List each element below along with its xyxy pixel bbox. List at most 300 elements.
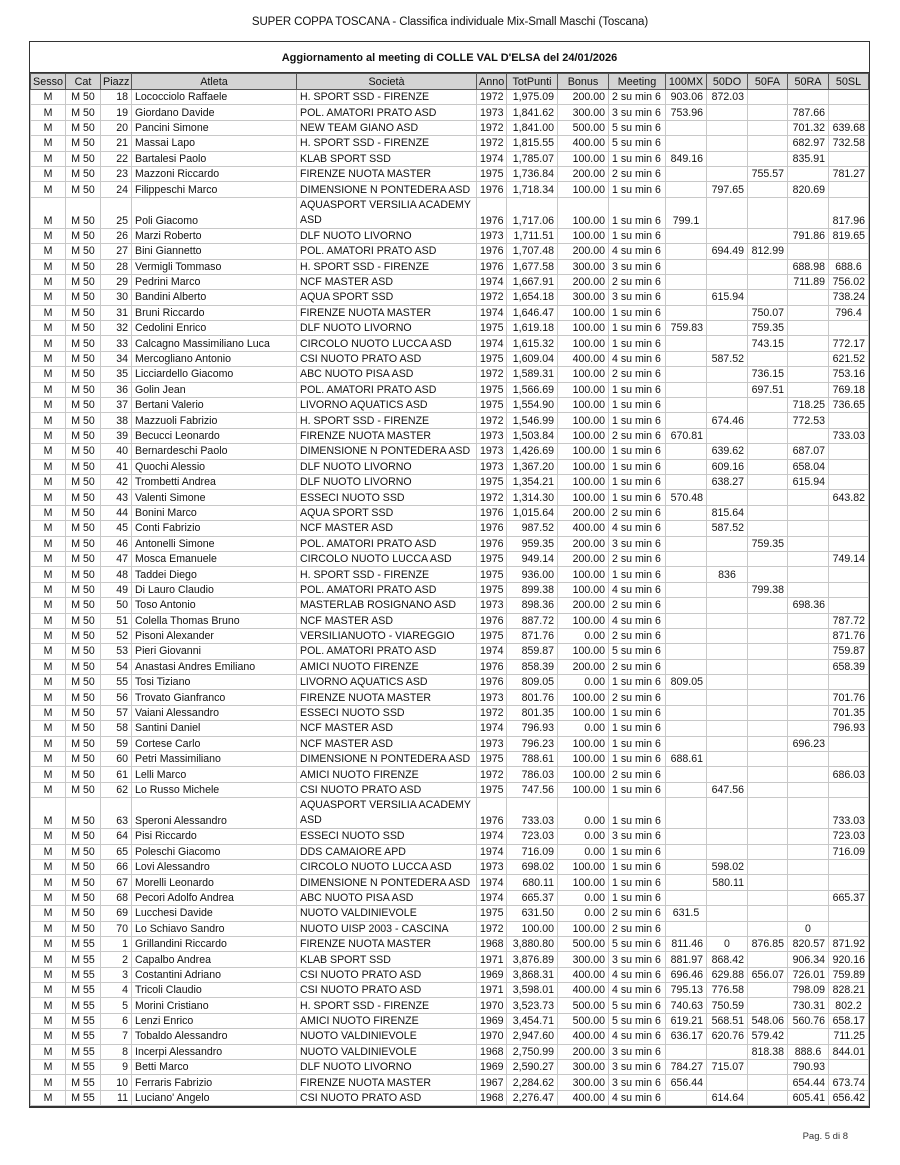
cell-100mx [666, 444, 707, 459]
table-row [31, 274, 869, 289]
cell-meeting: 5 su min 6 [609, 998, 666, 1013]
cell-50ra: 687.07 [788, 444, 829, 459]
cell-50sl: 787.72 [829, 613, 869, 628]
cell-cat: M 50 [66, 521, 101, 536]
cell-50fa [748, 844, 788, 859]
cell-50sl: 643.82 [829, 490, 869, 505]
cell-50do [707, 798, 748, 829]
cell-cat: M 50 [66, 228, 101, 243]
cell-50fa [748, 875, 788, 890]
cell-societa: CSI NUOTO PRATO ASD [297, 967, 477, 982]
cell-50fa [748, 798, 788, 829]
cell-piazz: 61 [101, 767, 132, 782]
cell-societa: NCF MASTER ASD [297, 274, 477, 289]
cell-societa: NUOTO VALDINIEVOLE [297, 1044, 477, 1059]
cell-totpunti: 665.37 [507, 890, 558, 905]
cell-meeting: 1 su min 6 [609, 844, 666, 859]
cell-bonus: 300.00 [558, 1060, 609, 1075]
cell-sesso: M [31, 351, 66, 366]
cell-100mx [666, 659, 707, 674]
cell-totpunti: 1,841.62 [507, 105, 558, 120]
cell-meeting: 1 su min 6 [609, 736, 666, 751]
cell-atleta: Calcagno Massimiliano Luca [132, 336, 297, 351]
cell-sesso: M [31, 428, 66, 443]
cell-50ra [788, 428, 829, 443]
cell-50ra [788, 906, 829, 921]
table-row [31, 290, 869, 305]
table-row [31, 551, 869, 566]
cell-societa: POL. AMATORI PRATO ASD [297, 105, 477, 120]
cell-100mx [666, 1044, 707, 1059]
cell-50sl [829, 182, 869, 197]
cell-50ra [788, 721, 829, 736]
cell-anno: 1974 [477, 305, 507, 320]
cell-sesso: M [31, 1090, 66, 1105]
cell-50sl [829, 782, 869, 797]
cell-50sl [829, 90, 869, 105]
table-row [31, 705, 869, 720]
cell-50ra: 0 [788, 921, 829, 936]
cell-atleta: Pedrini Marco [132, 274, 297, 289]
cell-atleta: Colella Thomas Bruno [132, 613, 297, 628]
cell-totpunti: 796.93 [507, 721, 558, 736]
cell-50fa [748, 782, 788, 797]
cell-50do [707, 151, 748, 166]
cell-cat: M 50 [66, 536, 101, 551]
cell-meeting: 4 su min 6 [609, 521, 666, 536]
cell-anno: 1975 [477, 628, 507, 643]
cell-anno: 1976 [477, 259, 507, 274]
cell-bonus: 200.00 [558, 90, 609, 105]
cell-50ra: 688.98 [788, 259, 829, 274]
table-row [31, 644, 869, 659]
cell-bonus: 300.00 [558, 259, 609, 274]
cell-50do [707, 336, 748, 351]
cell-bonus: 0.00 [558, 906, 609, 921]
cell-totpunti: 3,880.80 [507, 936, 558, 951]
cell-piazz: 3 [101, 967, 132, 982]
cell-atleta: Bruni Riccardo [132, 305, 297, 320]
cell-sesso: M [31, 1075, 66, 1090]
cell-piazz: 50 [101, 598, 132, 613]
table-row [31, 798, 869, 829]
cell-bonus: 100.00 [558, 459, 609, 474]
cell-atleta: Mosca Emanuele [132, 551, 297, 566]
column-header-100mx: 100MX [666, 74, 707, 90]
table-row [31, 983, 869, 998]
cell-cat: M 55 [66, 1090, 101, 1105]
cell-sesso: M [31, 1013, 66, 1028]
cell-50do: 620.76 [707, 1029, 748, 1044]
cell-anno: 1970 [477, 1029, 507, 1044]
table-row [31, 598, 869, 613]
table-row [31, 675, 869, 690]
cell-anno: 1968 [477, 1090, 507, 1105]
cell-meeting: 5 su min 6 [609, 136, 666, 151]
cell-totpunti: 1,546.99 [507, 413, 558, 428]
cell-atleta: Grillandini Riccardo [132, 936, 297, 951]
cell-cat: M 55 [66, 936, 101, 951]
column-header-piazz: Piazz [101, 74, 132, 90]
cell-bonus: 400.00 [558, 967, 609, 982]
cell-50do: 615.94 [707, 290, 748, 305]
table-row [31, 582, 869, 597]
cell-50fa: 736.15 [748, 367, 788, 382]
cell-anno: 1975 [477, 398, 507, 413]
cell-50fa [748, 428, 788, 443]
cell-100mx [666, 521, 707, 536]
table-row [31, 567, 869, 582]
cell-bonus: 0.00 [558, 890, 609, 905]
cell-50ra: 698.36 [788, 598, 829, 613]
cell-50fa [748, 567, 788, 582]
cell-sesso: M [31, 859, 66, 874]
cell-atleta: Incerpi Alessandro [132, 1044, 297, 1059]
cell-50do [707, 305, 748, 320]
cell-50ra: 790.93 [788, 1060, 829, 1075]
cell-50sl: 828.21 [829, 983, 869, 998]
cell-50fa [748, 274, 788, 289]
cell-anno: 1970 [477, 998, 507, 1013]
cell-bonus: 100.00 [558, 474, 609, 489]
cell-50ra [788, 321, 829, 336]
cell-50sl: 673.74 [829, 1075, 869, 1090]
cell-piazz: 32 [101, 321, 132, 336]
cell-50ra [788, 705, 829, 720]
cell-anno: 1975 [477, 906, 507, 921]
cell-50sl: 759.87 [829, 644, 869, 659]
cell-cat: M 50 [66, 829, 101, 844]
cell-totpunti: 3,598.01 [507, 983, 558, 998]
cell-cat: M 50 [66, 798, 101, 829]
cell-50do [707, 582, 748, 597]
cell-anno: 1971 [477, 983, 507, 998]
cell-atleta: Santini Daniel [132, 721, 297, 736]
cell-sesso: M [31, 906, 66, 921]
cell-societa: AQUASPORT VERSILIA ACADEMY ASD [297, 197, 477, 228]
cell-anno: 1976 [477, 675, 507, 690]
cell-50fa [748, 351, 788, 366]
cell-totpunti: 680.11 [507, 875, 558, 890]
cell-societa: ESSECI NUOTO SSD [297, 705, 477, 720]
cell-meeting: 2 su min 6 [609, 90, 666, 105]
cell-meeting: 1 su min 6 [609, 336, 666, 351]
cell-atleta: Antonelli Simone [132, 536, 297, 551]
cell-sesso: M [31, 105, 66, 120]
cell-societa: H. SPORT SSD - FIRENZE [297, 136, 477, 151]
column-header-cat: Cat [66, 74, 101, 90]
cell-piazz: 46 [101, 536, 132, 551]
cell-sesso: M [31, 490, 66, 505]
cell-piazz: 45 [101, 521, 132, 536]
cell-50ra [788, 166, 829, 181]
column-header-totpunti: TotPunti [507, 74, 558, 90]
cell-50do [707, 1044, 748, 1059]
cell-piazz: 20 [101, 120, 132, 135]
cell-atleta: Capalbo Andrea [132, 952, 297, 967]
cell-meeting: 2 su min 6 [609, 906, 666, 921]
cell-50do [707, 752, 748, 767]
cell-50ra [788, 690, 829, 705]
cell-meeting: 4 su min 6 [609, 244, 666, 259]
cell-100mx: 670.81 [666, 428, 707, 443]
cell-50fa [748, 197, 788, 228]
table-row [31, 336, 869, 351]
cell-societa: CIRCOLO NUOTO LUCCA ASD [297, 551, 477, 566]
cell-50ra: 701.32 [788, 120, 829, 135]
cell-societa: AQUA SPORT SSD [297, 505, 477, 520]
cell-atleta: Lenzi Enrico [132, 1013, 297, 1028]
table-row [31, 136, 869, 151]
cell-sesso: M [31, 582, 66, 597]
cell-sesso: M [31, 767, 66, 782]
cell-totpunti: 1,707.48 [507, 244, 558, 259]
cell-totpunti: 1,815.55 [507, 136, 558, 151]
cell-50ra [788, 798, 829, 829]
cell-piazz: 59 [101, 736, 132, 751]
cell-sesso: M [31, 782, 66, 797]
cell-anno: 1974 [477, 890, 507, 905]
cell-50do [707, 705, 748, 720]
cell-piazz: 48 [101, 567, 132, 582]
cell-sesso: M [31, 675, 66, 690]
cell-sesso: M [31, 567, 66, 582]
cell-50fa [748, 721, 788, 736]
cell-atleta: Valenti Simone [132, 490, 297, 505]
table-row [31, 413, 869, 428]
cell-piazz: 23 [101, 166, 132, 181]
cell-atleta: Betti Marco [132, 1060, 297, 1075]
cell-anno: 1972 [477, 367, 507, 382]
cell-piazz: 42 [101, 474, 132, 489]
cell-anno: 1975 [477, 752, 507, 767]
cell-atleta: Conti Fabrizio [132, 521, 297, 536]
cell-50sl: 769.18 [829, 382, 869, 397]
cell-sesso: M [31, 151, 66, 166]
cell-50fa [748, 705, 788, 720]
cell-bonus: 400.00 [558, 521, 609, 536]
cell-meeting: 2 su min 6 [609, 659, 666, 674]
cell-sesso: M [31, 1029, 66, 1044]
cell-sesso: M [31, 844, 66, 859]
cell-atleta: Massai Lapo [132, 136, 297, 151]
cell-bonus: 100.00 [558, 321, 609, 336]
cell-meeting: 2 su min 6 [609, 367, 666, 382]
cell-50do: 815.64 [707, 505, 748, 520]
cell-50fa [748, 859, 788, 874]
cell-cat: M 50 [66, 567, 101, 582]
cell-50do [707, 829, 748, 844]
cell-cat: M 50 [66, 705, 101, 720]
cell-50sl: 871.76 [829, 628, 869, 643]
cell-50fa: 759.35 [748, 536, 788, 551]
cell-atleta: Bernardeschi Paolo [132, 444, 297, 459]
cell-societa: ESSECI NUOTO SSD [297, 829, 477, 844]
cell-50sl: 716.09 [829, 844, 869, 859]
cell-atleta: Pisoni Alexander [132, 628, 297, 643]
cell-meeting: 2 su min 6 [609, 166, 666, 181]
cell-totpunti: 1,554.90 [507, 398, 558, 413]
table-row [31, 444, 869, 459]
cell-sesso: M [31, 890, 66, 905]
cell-50sl: 759.89 [829, 967, 869, 982]
cell-cat: M 50 [66, 120, 101, 135]
cell-societa: AMICI NUOTO FIRENZE [297, 1013, 477, 1028]
cell-cat: M 50 [66, 675, 101, 690]
cell-societa: CSI NUOTO PRATO ASD [297, 983, 477, 998]
cell-meeting: 4 su min 6 [609, 983, 666, 998]
cell-piazz: 1 [101, 936, 132, 951]
cell-bonus: 0.00 [558, 675, 609, 690]
cell-50do: 568.51 [707, 1013, 748, 1028]
cell-atleta: Bandini Alberto [132, 290, 297, 305]
table-row [31, 767, 869, 782]
cell-societa: H. SPORT SSD - FIRENZE [297, 998, 477, 1013]
cell-50ra [788, 290, 829, 305]
cell-bonus: 200.00 [558, 274, 609, 289]
cell-cat: M 50 [66, 721, 101, 736]
cell-50do [707, 398, 748, 413]
cell-100mx [666, 721, 707, 736]
cell-societa: CSI NUOTO PRATO ASD [297, 351, 477, 366]
cell-50sl [829, 582, 869, 597]
cell-cat: M 55 [66, 1060, 101, 1075]
cell-50fa: 759.35 [748, 321, 788, 336]
cell-50fa [748, 675, 788, 690]
cell-sesso: M [31, 136, 66, 151]
cell-bonus: 400.00 [558, 351, 609, 366]
cell-totpunti: 3,523.73 [507, 998, 558, 1013]
cell-50sl [829, 444, 869, 459]
cell-50fa: 743.15 [748, 336, 788, 351]
cell-piazz: 7 [101, 1029, 132, 1044]
cell-50fa: 812.99 [748, 244, 788, 259]
cell-totpunti: 1,619.18 [507, 321, 558, 336]
cell-100mx [666, 844, 707, 859]
cell-totpunti: 959.35 [507, 536, 558, 551]
cell-bonus: 300.00 [558, 1075, 609, 1090]
cell-sesso: M [31, 290, 66, 305]
cell-anno: 1974 [477, 336, 507, 351]
cell-50ra: 726.01 [788, 967, 829, 982]
cell-cat: M 50 [66, 736, 101, 751]
cell-atleta: Lelli Marco [132, 767, 297, 782]
cell-meeting: 1 su min 6 [609, 859, 666, 874]
cell-50sl [829, 875, 869, 890]
cell-piazz: 29 [101, 274, 132, 289]
cell-bonus: 100.00 [558, 859, 609, 874]
cell-atleta: Petri Massimiliano [132, 752, 297, 767]
cell-bonus: 200.00 [558, 166, 609, 181]
table-row [31, 351, 869, 366]
cell-totpunti: 1,015.64 [507, 505, 558, 520]
cell-sesso: M [31, 598, 66, 613]
cell-sesso: M [31, 521, 66, 536]
cell-50sl: 871.92 [829, 936, 869, 951]
cell-50ra [788, 305, 829, 320]
table-row [31, 166, 869, 181]
cell-50ra [788, 875, 829, 890]
cell-50do [707, 228, 748, 243]
cell-meeting: 1 su min 6 [609, 197, 666, 228]
cell-100mx [666, 890, 707, 905]
cell-cat: M 50 [66, 782, 101, 797]
cell-cat: M 50 [66, 551, 101, 566]
cell-50sl: 753.16 [829, 367, 869, 382]
cell-piazz: 2 [101, 952, 132, 967]
cell-anno: 1973 [477, 444, 507, 459]
cell-bonus: 200.00 [558, 551, 609, 566]
cell-atleta: Bonini Marco [132, 505, 297, 520]
cell-societa: AMICI NUOTO FIRENZE [297, 767, 477, 782]
column-header-societa: Società [297, 74, 477, 90]
cell-atleta: Bertani Valerio [132, 398, 297, 413]
cell-50fa [748, 228, 788, 243]
cell-anno: 1974 [477, 274, 507, 289]
results-table [30, 73, 869, 1106]
cell-cat: M 50 [66, 875, 101, 890]
cell-100mx: 636.17 [666, 1029, 707, 1044]
cell-50do [707, 675, 748, 690]
cell-cat: M 55 [66, 1029, 101, 1044]
cell-50sl: 738.24 [829, 290, 869, 305]
cell-anno: 1976 [477, 659, 507, 674]
cell-50do [707, 274, 748, 289]
cell-sesso: M [31, 398, 66, 413]
cell-bonus: 500.00 [558, 1013, 609, 1028]
cell-anno: 1974 [477, 644, 507, 659]
cell-bonus: 100.00 [558, 736, 609, 751]
cell-atleta: Bartalesi Paolo [132, 151, 297, 166]
cell-50sl: 920.16 [829, 952, 869, 967]
cell-totpunti: 1,426.69 [507, 444, 558, 459]
cell-cat: M 50 [66, 244, 101, 259]
cell-piazz: 57 [101, 705, 132, 720]
cell-atleta: Pieri Giovanni [132, 644, 297, 659]
cell-totpunti: 887.72 [507, 613, 558, 628]
cell-100mx [666, 259, 707, 274]
cell-50sl: 749.14 [829, 551, 869, 566]
cell-50fa [748, 290, 788, 305]
cell-50sl: 665.37 [829, 890, 869, 905]
cell-cat: M 50 [66, 259, 101, 274]
cell-societa: KLAB SPORT SSD [297, 151, 477, 166]
table-row [31, 398, 869, 413]
cell-meeting: 1 su min 6 [609, 675, 666, 690]
cell-50ra: 888.6 [788, 1044, 829, 1059]
cell-piazz: 47 [101, 551, 132, 566]
cell-50sl: 733.03 [829, 798, 869, 829]
cell-totpunti: 1,718.34 [507, 182, 558, 197]
cell-50sl: 701.35 [829, 705, 869, 720]
table-row [31, 859, 869, 874]
cell-50ra: 787.66 [788, 105, 829, 120]
cell-bonus: 100.00 [558, 197, 609, 228]
cell-50fa [748, 1075, 788, 1090]
cell-piazz: 27 [101, 244, 132, 259]
cell-piazz: 40 [101, 444, 132, 459]
cell-piazz: 49 [101, 582, 132, 597]
cell-50do [707, 921, 748, 936]
cell-50ra: 711.89 [788, 274, 829, 289]
cell-50do: 836 [707, 567, 748, 582]
cell-meeting: 2 su min 6 [609, 921, 666, 936]
cell-50ra: 560.76 [788, 1013, 829, 1028]
cell-50sl [829, 1060, 869, 1075]
cell-50fa: 579.42 [748, 1029, 788, 1044]
cell-50ra: 791.86 [788, 228, 829, 243]
cell-100mx: 784.27 [666, 1060, 707, 1075]
